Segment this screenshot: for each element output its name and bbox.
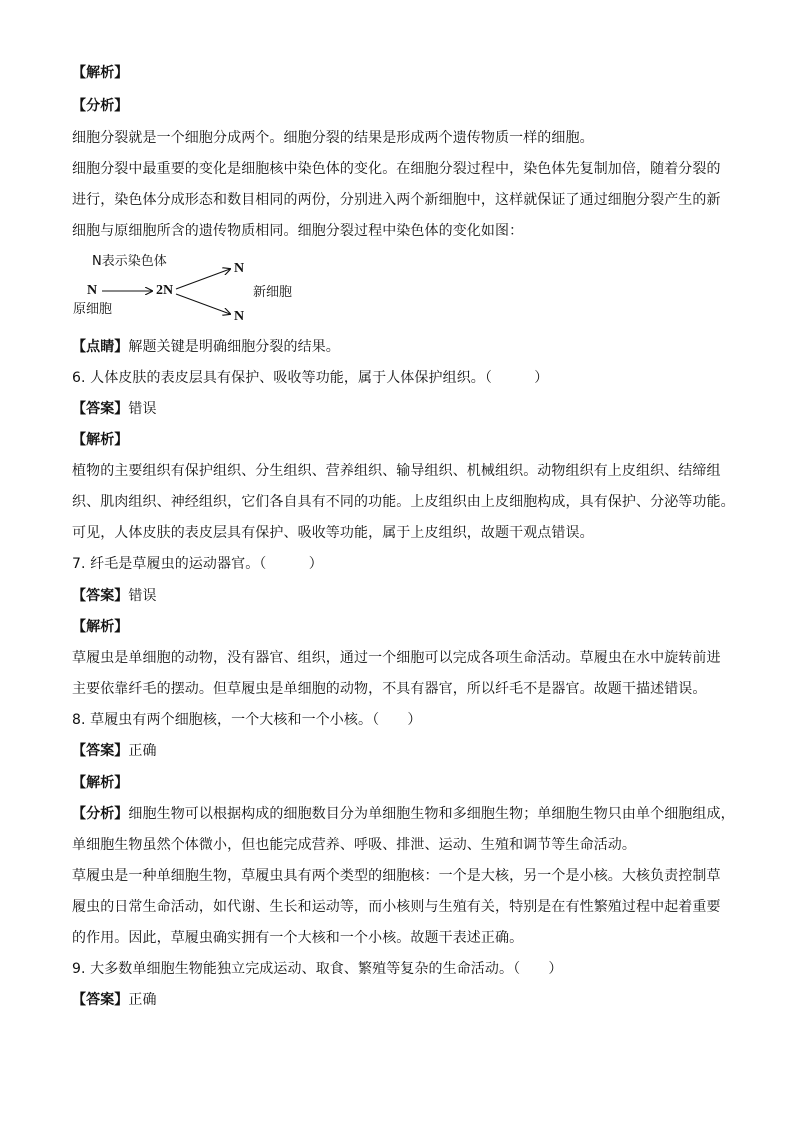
question-8: 8. 草履虫有两个细胞核，一个大核和一个小核。（ ）	[72, 712, 422, 728]
diagram-new-cell-bottom-n: N	[234, 309, 245, 324]
paragraph-line: 主要依靠纤毛的摆动。但草履虫是单细胞的动物，不具有器官，所以纤毛不是器官。故题干描述错误。	[72, 681, 707, 697]
paragraph-line: 草履虫是一种单细胞生物，草履虫具有两个类型的细胞核：一个是大核，另一个是小核。大核负责控制草	[72, 868, 721, 884]
paragraph-line: 履虫的日常生命活动，如代谢、生长和运动等，而小核则与生殖有关，特别是在有性繁殖过程中起着重要	[72, 899, 721, 915]
paragraph-line: 草履虫是单细胞的动物，没有器官、组织，通过一个细胞可以完成各项生命活动。草履虫在水中旋转前进	[72, 650, 721, 666]
paragraph-line: 单细胞生物虽然个体微小，但也能完成营养、呼吸、排泄、运动、生殖和调节等生命活动。	[72, 837, 636, 853]
diagram-legend: N表示染色体	[92, 254, 167, 269]
paragraph-line: 可见，人体皮肤的表皮层具有保护、吸收等功能，属于上皮组织，故题干观点错误。	[72, 525, 594, 541]
paragraph-line: 细胞与原细胞所含的遗传物质相同。细胞分裂过程中染色体的变化如图：	[72, 223, 524, 239]
answer-7: 【答案】错误	[72, 588, 157, 604]
paragraph-line: 细胞分裂就是一个细胞分成两个。细胞分裂的结果是形成两个遗传物质一样的细胞。	[72, 130, 594, 146]
answer-8: 【答案】正确	[72, 743, 157, 759]
paragraph-line: 进行，染色体分成形态和数目相同的两份，分别进入两个新细胞中，这样就保证了通过细胞分裂产生的新	[72, 192, 721, 208]
paragraph-line: 细胞分裂中最重要的变化是细胞核中染色体的变化。在细胞分裂过程中，染色体先复制加倍，随着分裂的	[72, 161, 721, 177]
diagram-original-n: N	[87, 283, 98, 298]
analysis-heading-8: 【解析】	[72, 775, 129, 791]
analysis-heading-6: 【解析】	[72, 432, 129, 448]
paragraph-line: 【分析】细胞生物可以根据构成的细胞数目分为单细胞生物和多细胞生物；单细胞生物只由单个细胞组成，	[72, 806, 735, 822]
paragraph-line: 的作用。因此，草履虫确实拥有一个大核和一个小核。故题干表述正确。	[72, 930, 524, 946]
question-9: 9. 大多数单细胞生物能独立完成运动、取食、繁殖等复杂的生命活动。（ ）	[72, 961, 563, 977]
question-6: 6. 人体皮肤的表皮层具有保护、吸收等功能，属于人体保护组织。（ ）	[72, 370, 549, 386]
diagram-original-cell-label: 原细胞	[73, 302, 113, 317]
paragraph-line: 织、肌肉组织、神经组织，它们各自具有不同的功能。上皮组织由上皮细胞构成，具有保护、分泌等功能。	[72, 494, 735, 510]
section-heading-review: 【分析】	[72, 98, 129, 114]
question-7: 7. 纤毛是草履虫的运动器官。（ ）	[72, 556, 323, 572]
key-point-line: 【点睛】解题关键是明确细胞分裂的结果。	[72, 339, 340, 355]
section-heading-analysis: 【解析】	[72, 65, 129, 81]
answer-6: 【答案】错误	[72, 401, 157, 417]
arrow-doubled-to-top	[176, 269, 230, 289]
diagram-new-cell-top-n: N	[234, 261, 245, 276]
answer-9: 【答案】正确	[72, 992, 157, 1008]
diagram-doubled-2n: 2N	[156, 283, 174, 298]
arrow-doubled-to-bottom	[176, 294, 230, 314]
analysis-heading-7: 【解析】	[72, 619, 129, 635]
paragraph-line: 植物的主要组织有保护组织、分生组织、营养组织、输导组织、机械组织。动物组织有上皮组织、结缔组	[72, 463, 721, 479]
diagram-new-cells-label: 新细胞	[253, 285, 293, 300]
chromosome-division-diagram	[72, 252, 332, 328]
